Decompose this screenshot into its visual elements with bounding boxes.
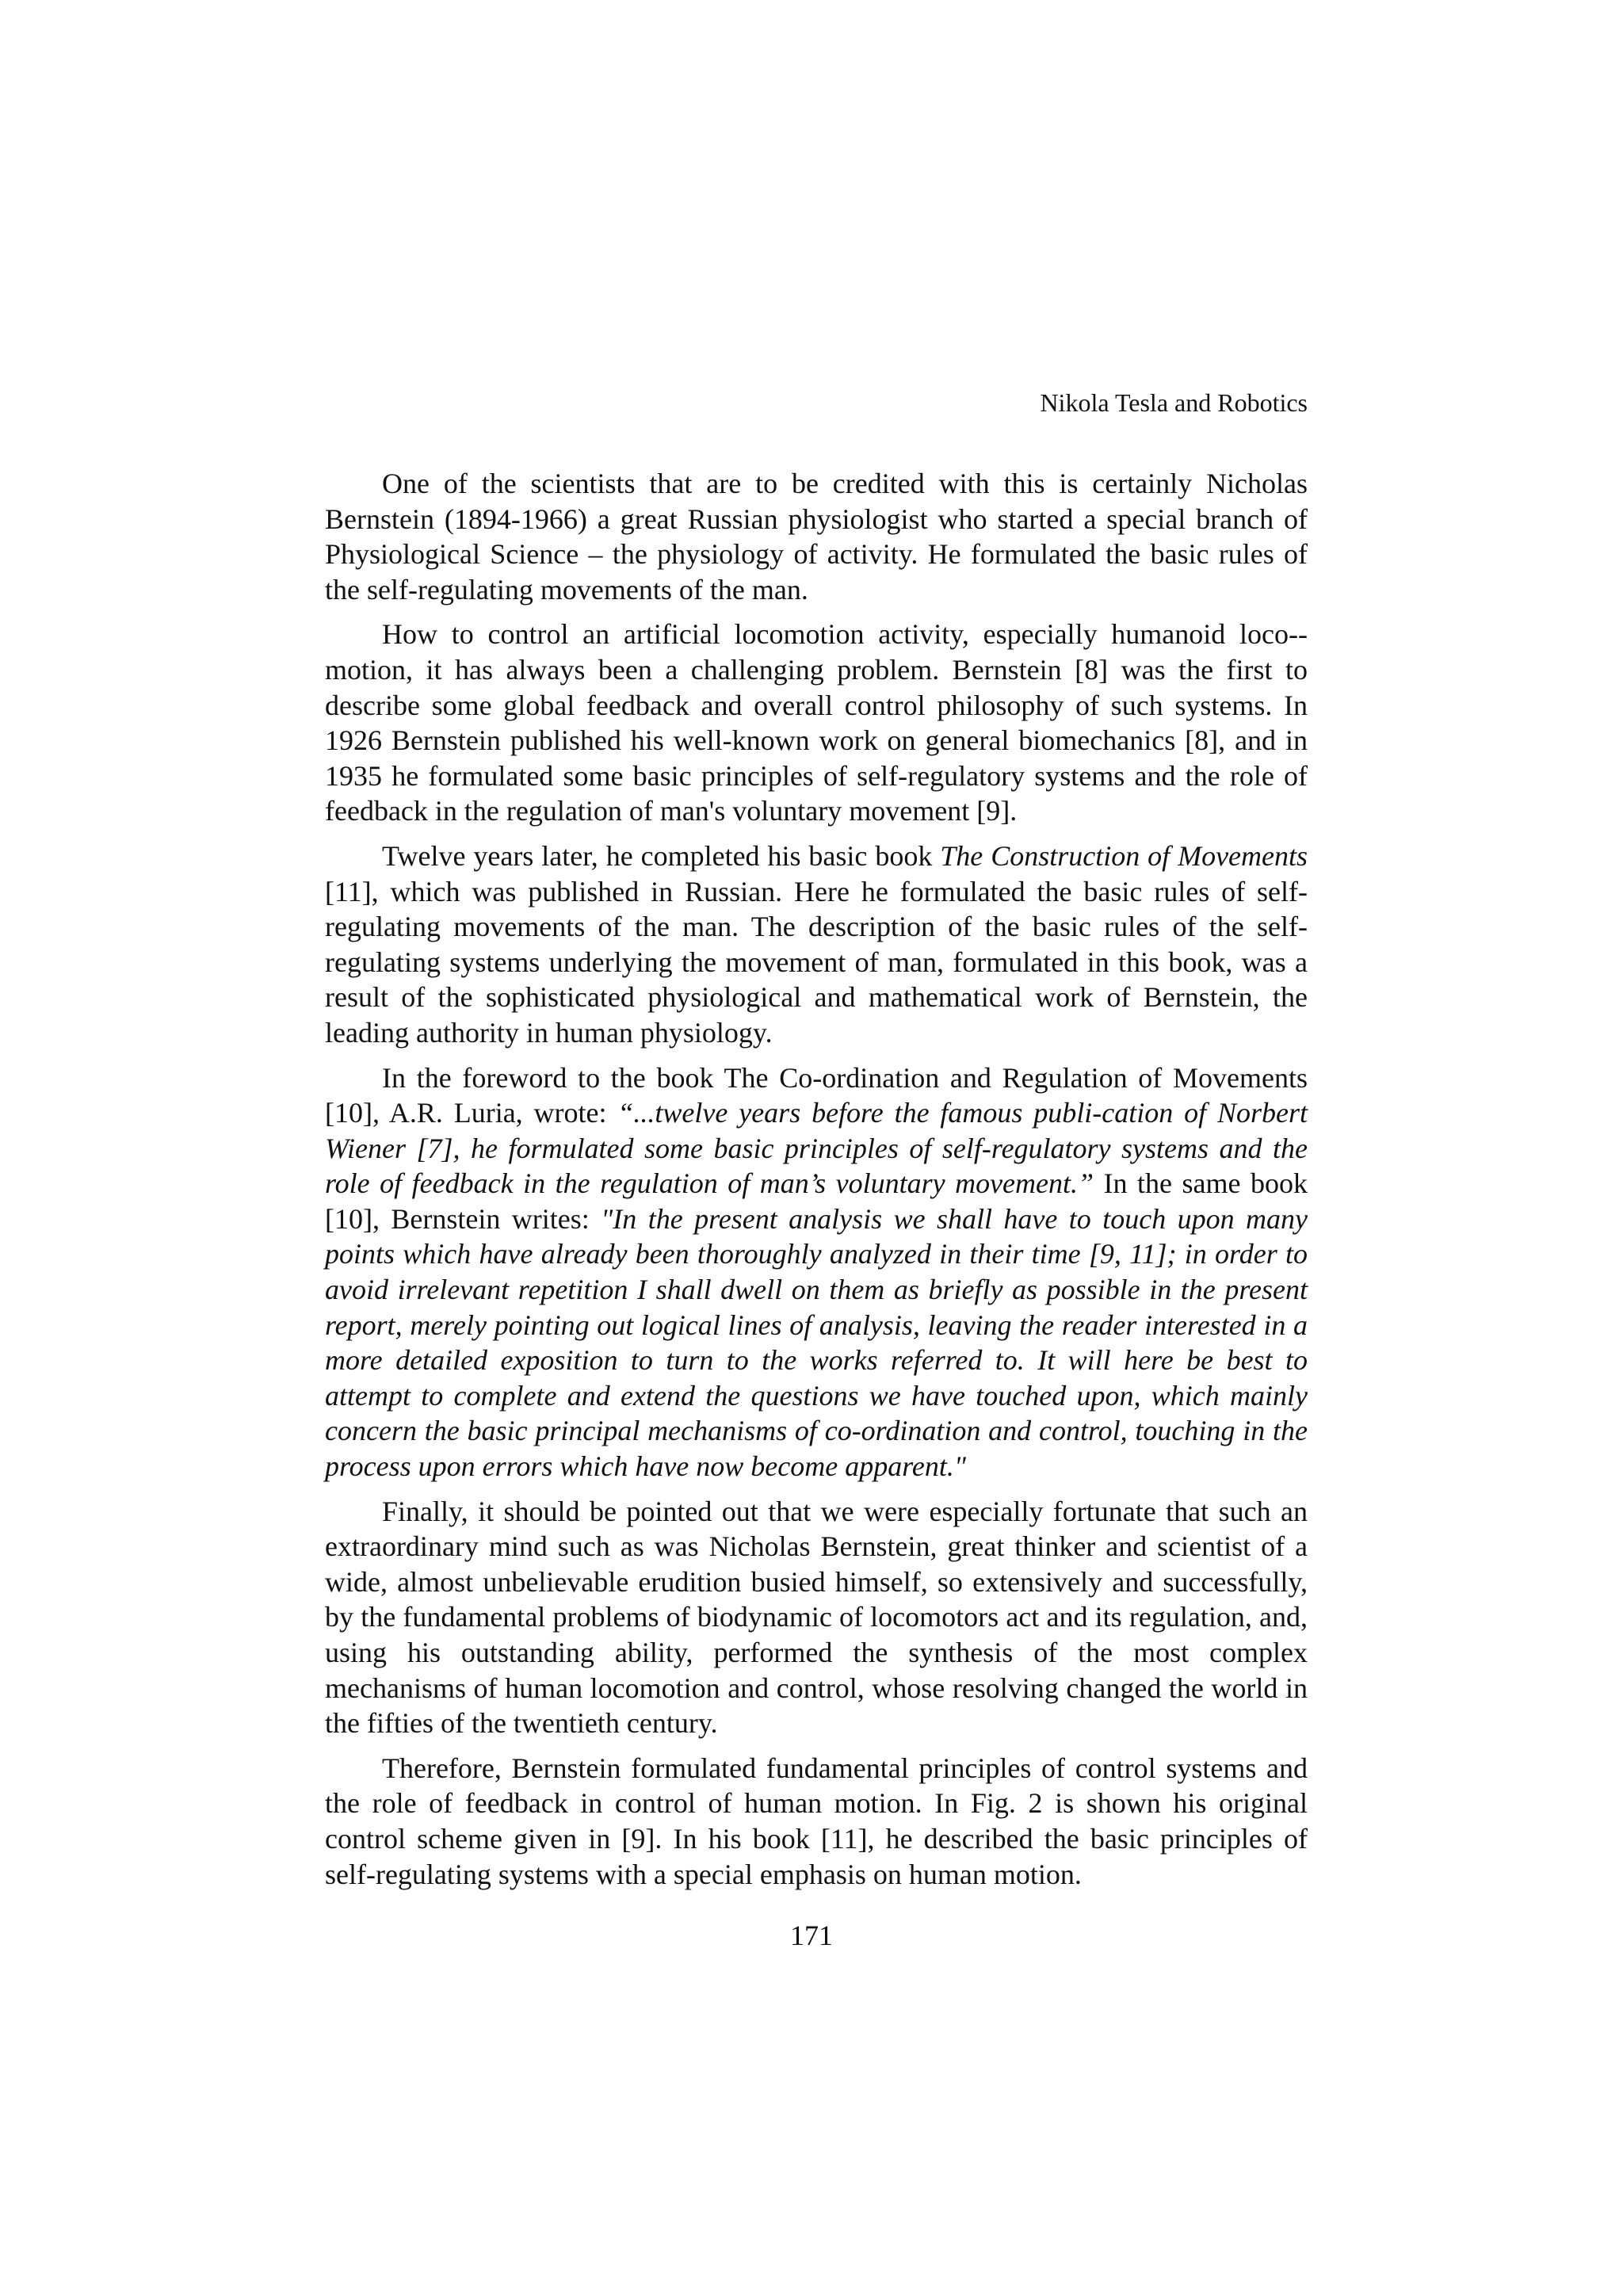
text-run: How to control an artificial locomotion activity, especially humanoid loco-motion, it has always been a challenging problem. Bernstein [8] was the first to describe some global feedback and overall control philosophy of such systems. In 1926 Bernstein published his well-known work on general biomechanics [8], and in 1935 he formulated some basic principles of self-regulatory systems and the role of feedback in the regulation of man's voluntary movement [9]. (325, 618, 1308, 827)
text-run: Finally, it should be pointed out that we were especially fortunate that such an extraordinary mind such as was Nicholas Bernstein, great thinker and scientist of a wide, almost unbelievable erudition busied himself, so extensively and successfully, by the fundamental problems of biodynamic of locomotors act and its regulation, and, using his outstanding ability, performed the synthesis of the most complex mechanisms of human locomotion and control, whose resolving changed the world in the fifties of the twentieth century. (325, 1495, 1308, 1740)
paragraph (325, 1060, 1308, 1484)
running-header: Nikola Tesla and Robotics (1040, 388, 1308, 417)
paragraph (325, 1751, 1308, 1892)
text-run: Twelve years later, he completed his basic book (382, 839, 941, 872)
text-run: In the foreword to the book The Co-ordination and Regulation of Movements [10], A.R. Luria, wrote: (325, 1061, 1308, 1129)
paragraph (325, 1494, 1308, 1741)
text-run: One of the scientists that are to be credited with this is certainly Nicholas Bernstein (1894-1966) a great Russian physiologist who started a special branch of Physiological Science – the physiology of activity. He formulated the basic rules of the self-regulating movements of the man. (325, 468, 1308, 606)
text-run: Therefore, Bernstein formulated fundamental principles of control systems and the role of feedback in control of human motion. In Fig. 2 is shown his original control scheme given in [9]. In his book [11], he described the basic principles of self-regulating systems with a special emphasis on human motion. (325, 1752, 1308, 1890)
body-text (325, 466, 1308, 1892)
quotation-bernstein: "In the present analysis we shall have to touch upon many points which have already been thoroughly analyzed in their time [9, 11]; in order to avoid irrelevant repetition I shall dwell on them as briefly as possible in the present report, merely pointing out logical lines of analysis, leaving the reader interested in a more detailed exposition to turn to the works referred to. It will here be best to attempt to complete and extend the questions we have touched upon, which mainly concern the basic principal mechanisms of co-ordination and control, touching in the process upon errors which have now become apparent." (325, 1202, 1308, 1483)
paragraph (325, 617, 1308, 829)
book-title: The Construction of Movements (940, 839, 1308, 872)
paragraph (325, 466, 1308, 607)
quotation-luria: “...twelve years before the famous publi-cation of Norbert Wiener [7], he formulated some basic principles of self-regulatory systems and the role of feedback in the regulation of man’s voluntary movement.” (325, 1097, 1308, 1200)
text-run: [11], which was published in Russian. Here he formulated the basic rules of self-regulating movements of the man. The description of the basic rules of the self-regulating systems underlying the movement of man, formulated in this book, was a result of the sophisticated physiological and mathematical work of Bernstein, the leading authority in human physiology. (325, 875, 1308, 1049)
paragraph (325, 839, 1308, 1051)
text-run: In the same book [10], Bernstein writes: (325, 1167, 1308, 1235)
page-number: 171 (790, 1920, 833, 1951)
